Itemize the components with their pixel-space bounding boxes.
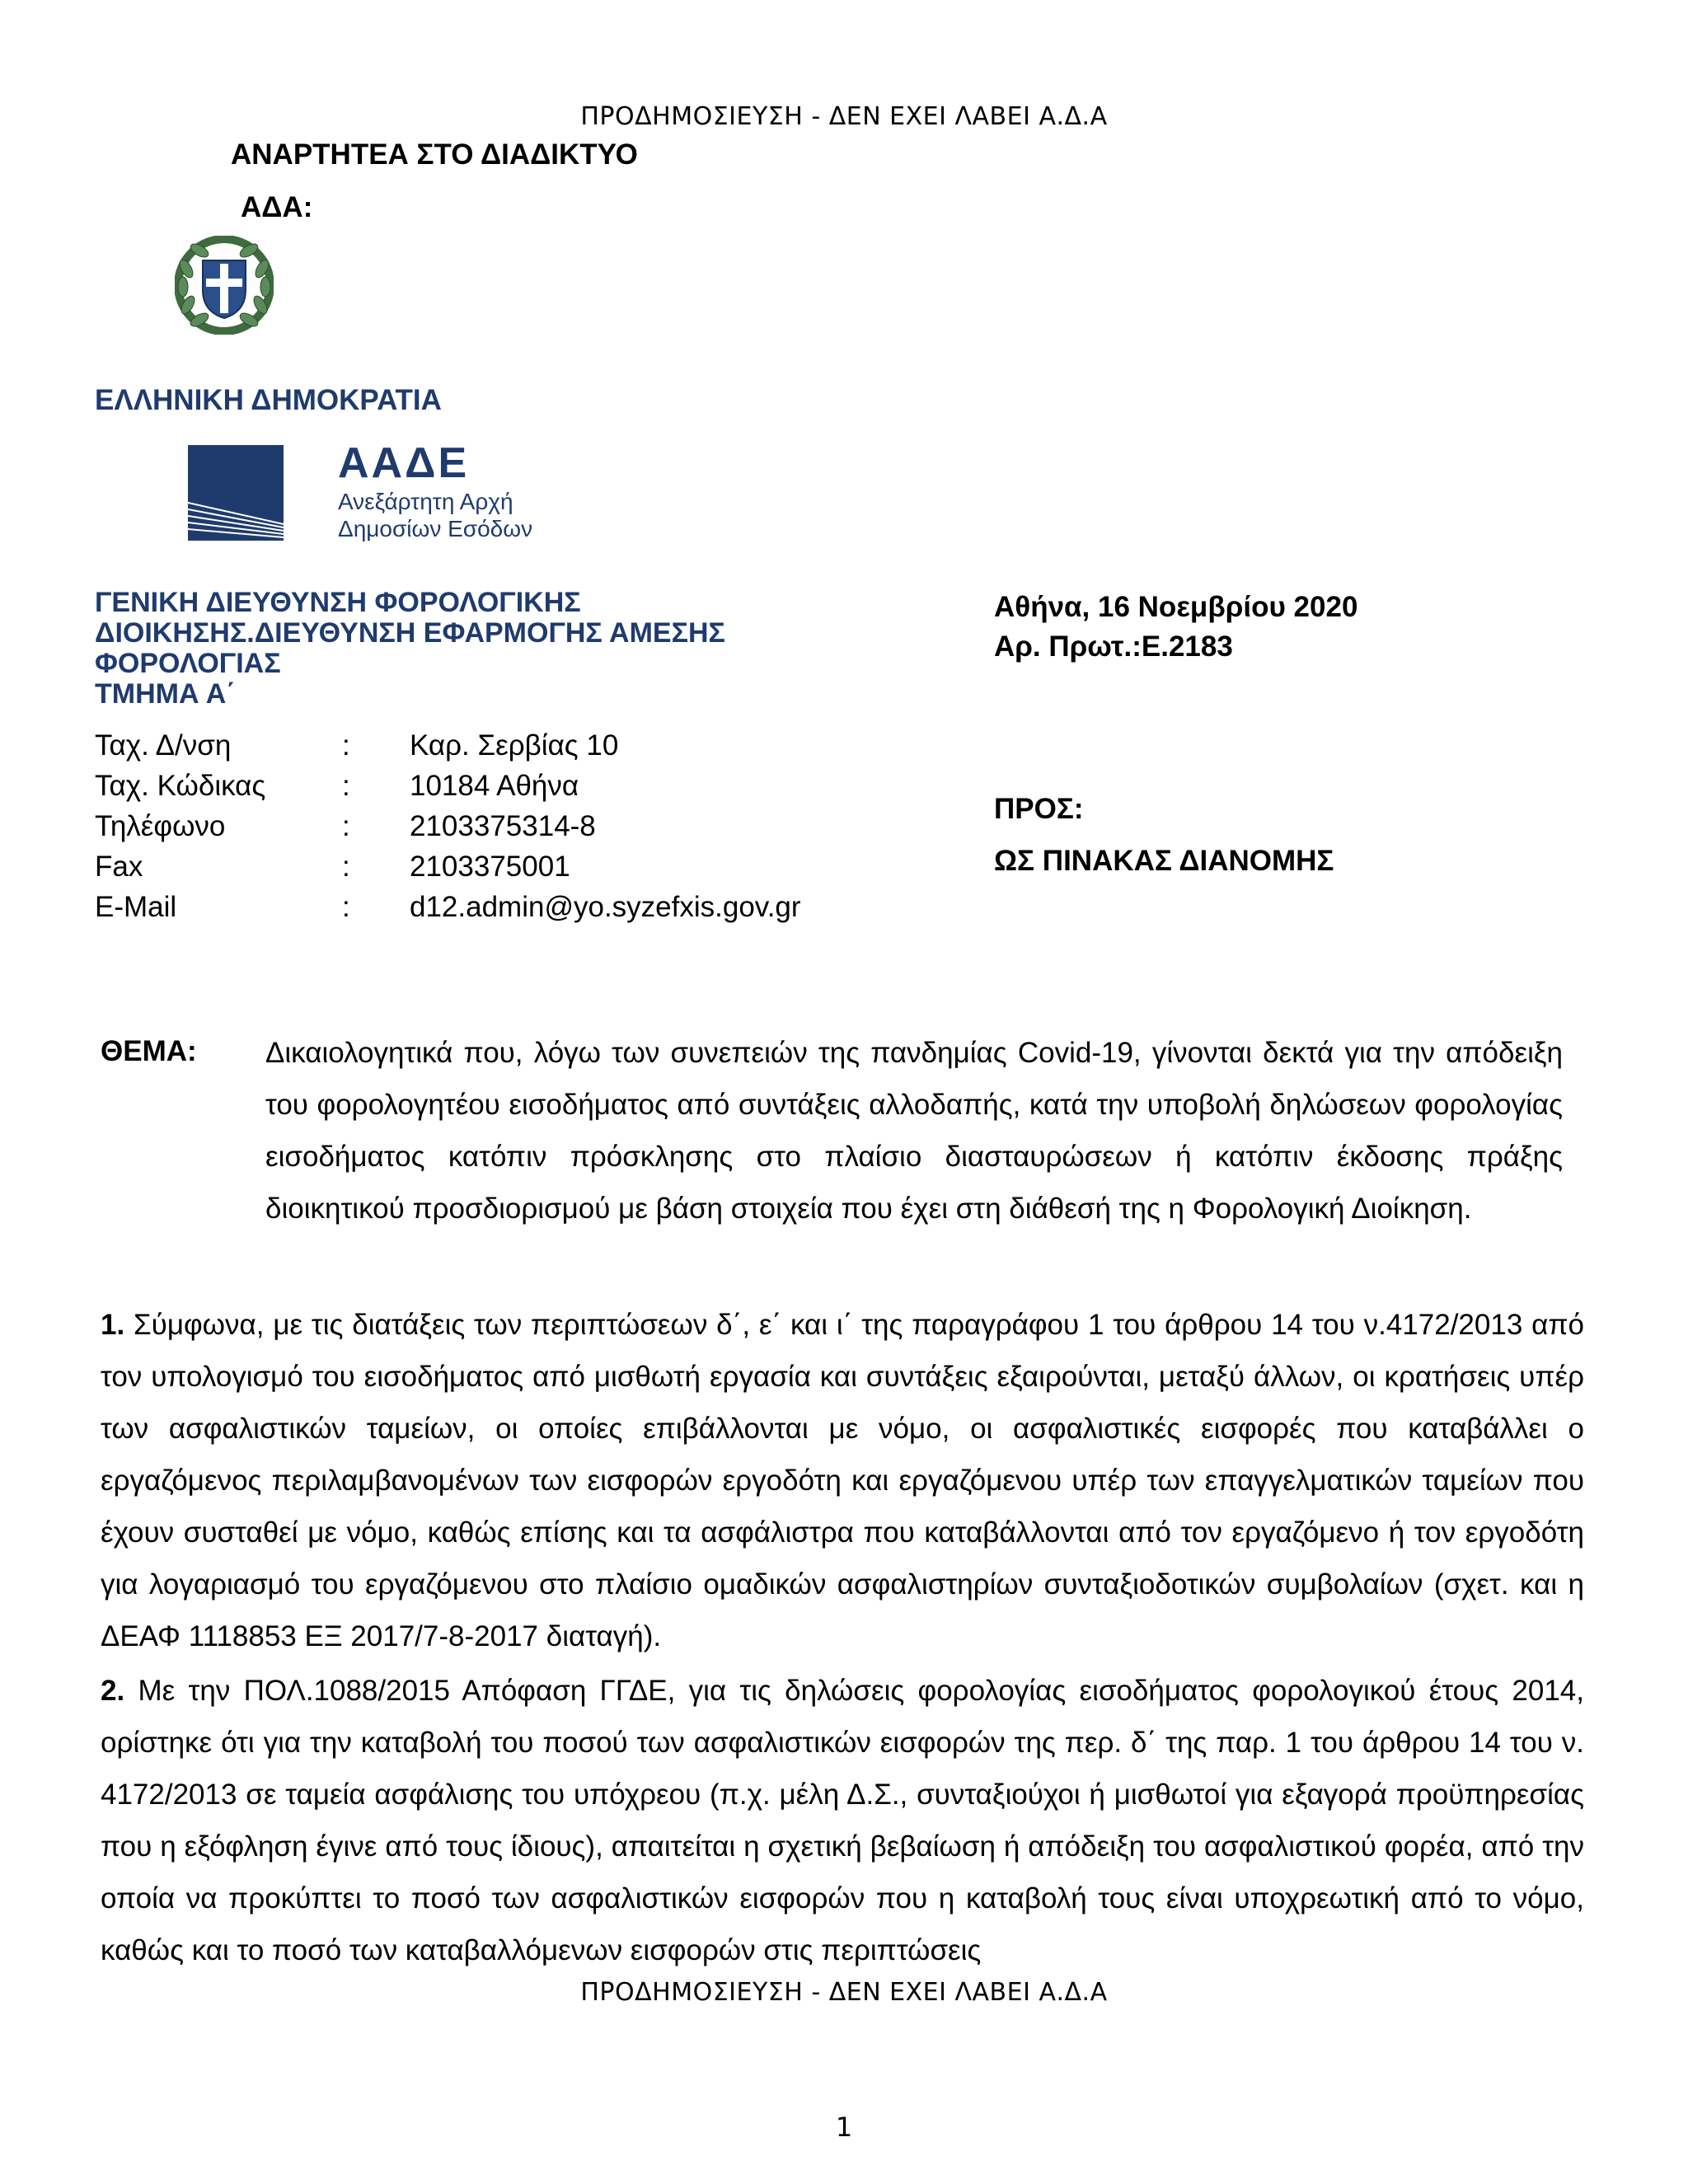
paragraph-number: 1. (101, 1309, 125, 1341)
contact-row-address (95, 725, 801, 766)
protocol-number: Αρ. Πρωτ.:Ε.2183 (994, 630, 1233, 663)
contact-label: E-Mail (95, 891, 177, 923)
aade-subtitle-line2: Δημοσίων Εσόδων (338, 516, 533, 541)
contact-row-email (95, 887, 801, 927)
watermark-bottom: ΠΡΟΔΗΜΟΣΙΕΥΣΗ - ΔΕΝ ΕΧΕΙ ΛΑΒΕΙ Α.Δ.Α (580, 1978, 1108, 2007)
page-number: 1 (835, 2111, 853, 2143)
contact-value: 2103375314-8 (410, 810, 596, 842)
republic-title: ΕΛΛΗΝΙΚΗ ΔΗΜΟΚΡΑΤΙΑ (95, 384, 442, 416)
contact-row-fax (95, 846, 801, 887)
contact-label: Fax (95, 851, 143, 883)
contact-value: 10184 Αθήνα (410, 770, 579, 802)
date-protocol-block (994, 588, 1357, 667)
contact-colon: : (342, 891, 350, 923)
paragraph-1 (101, 1299, 1584, 1662)
contact-row-postcode (95, 766, 801, 806)
recipient-value: ΩΣ ΠΙΝΑΚΑΣ ΔΙΑΝΟΜΗΣ (994, 845, 1334, 877)
contact-value: 2103375001 (410, 851, 570, 883)
aade-logo-subtitle (338, 488, 532, 542)
contact-label: Τηλέφωνο (95, 810, 226, 842)
contact-email-value: d12.admin@yo.syzefxis.gov.gr (410, 891, 801, 923)
contact-label: Ταχ. Δ/νση (95, 729, 232, 762)
department-line3: ΦΟΡΟΛΟΓΙΑΣ (95, 648, 281, 679)
contact-colon: : (342, 770, 350, 802)
paragraph-text: Σύμφωνα, με τις διατάξεις των περιπτώσεων δ΄, ε΄ και ι΄ της παραγράφου 1 του άρθρου 14 του ν.4172/2013 από τον υπολογισμό του εισοδήματος από μισθωτή εργασία και συντάξεις εξαιρούνται, μεταξύ άλλων, οι κρατήσεις υπέρ των ασφαλιστικών ταμείων, οι οποίες επιβάλλονται με νόμο, οι ασφαλιστικές εισφορές που καταβάλλει ο εργαζόμενος περιλαμβανομένων των εισφορών εργοδότη και εργαζόμενου υπέρ των επαγγελματικών ταμείων που έχουν συσταθεί με νόμο, καθώς επίσης και τα ασφάλιστρα που καταβάλλονται από τον εργαζόμενο ή τον εργοδότη για λογαριασμό του εργαζόμενου στο πλαίσιο ομαδικών ασφαλιστηρίων συνταξιοδοτικών συμβολαίων (σχετ. και η ΔΕΑΦ 1118853 ΕΞ 2017/7-8-2017 διαταγή). (101, 1309, 1584, 1652)
contact-colon: : (342, 729, 350, 762)
department-line2: ΔΙΟΙΚΗΣΗΣ.ΔΙΕΥΘΥΝΣΗ ΕΦΑΡΜΟΓΗΣ ΑΜΕΣΗΣ (95, 617, 725, 649)
recipient-label: ΠΡΟΣ: (994, 793, 1084, 825)
aade-logo-icon (188, 445, 284, 541)
contact-info (95, 725, 801, 927)
paragraph-2 (101, 1665, 1584, 1976)
contact-colon: : (342, 851, 350, 883)
department-line1: ΓΕΝΙΚΗ ΔΙΕΥΘΥΝΣΗ ΦΟΡΟΛΟΓΙΚΗΣ (95, 587, 581, 618)
contact-label: Ταχ. Κώδικας (95, 770, 266, 802)
ada-label: ΑΔΑ: (241, 191, 313, 223)
greek-coat-of-arms-icon (175, 236, 274, 335)
paragraph-text: Με την ΠΟΛ.1088/2015 Απόφαση ΓΓΔΕ, για τις δηλώσεις φορολογίας εισοδήματος φορολογικού έτους 2014, ορίστηκε ότι για την καταβολή του ποσού των ασφαλιστικών εισφορών της περ. δ΄ της παρ. 1 του άρθρου 14 του ν. 4172/2013 σε ταμεία ασφάλισης του υπόχρεου (π.χ. μέλη Δ.Σ., συνταξιούχοι ή μισθωτοί για εξαγορά προϋπηρεσίας που η εξόφληση έγινε από τους ίδιους), απαιτείται η σχετική βεβαίωση ή απόδειξη του ασφαλιστικού φορέα, από την οποία να προκύπτει το ποσό των ασφαλιστικών εισφορών που η καταβολή τους είναι υποχρεωτική από το νόμο, καθώς και το ποσό των καταβαλλόμενων εισφορών στις περιπτώσεις (101, 1675, 1584, 1966)
department-line4: ΤΜΗΜΑ Α΄ (95, 678, 236, 710)
aade-subtitle-line1: Ανεξάρτητη Αρχή (338, 489, 513, 514)
subject-text: Δικαιολογητικά που, λόγω των συνεπειών της πανδημίας Covid-19, γίνονται δεκτά για την απόδειξη του φορολογητέου εισοδήματος από συντάξεις αλλοδαπής, κατά την υποβολή δηλώσεων φορολογίας εισοδήματος κατόπιν πρόσκλησης στο πλαίσιο διασταυρώσεων ή κατόπιν έκδοσης πράξης διοικητικού προσδιορισμού με βάση στοιχεία που έχει στη διάθεσή της η Φορολογική Διοίκηση. (265, 1037, 1563, 1225)
contact-colon: : (342, 810, 350, 842)
subject-label: ΘΕΜΑ: (101, 1035, 197, 1067)
contact-row-phone (95, 806, 801, 846)
aade-logo-name: ΑΑΔΕ (338, 439, 470, 487)
contact-value: Καρ. Σερβίας 10 (410, 729, 619, 762)
department-block (95, 588, 837, 710)
paragraph-number: 2. (101, 1675, 125, 1707)
document-date: Αθήνα, 16 Νοεμβρίου 2020 (994, 591, 1358, 623)
post-online-notice: ΑΝΑΡΤΗΤΕΑ ΣΤΟ ΔΙΑΔΙΚΤΥΟ (231, 138, 638, 171)
watermark-top: ΠΡΟΔΗΜΟΣΙΕΥΣΗ - ΔΕΝ ΕΧΕΙ ΛΑΒΕΙ Α.Δ.Α (580, 102, 1108, 131)
